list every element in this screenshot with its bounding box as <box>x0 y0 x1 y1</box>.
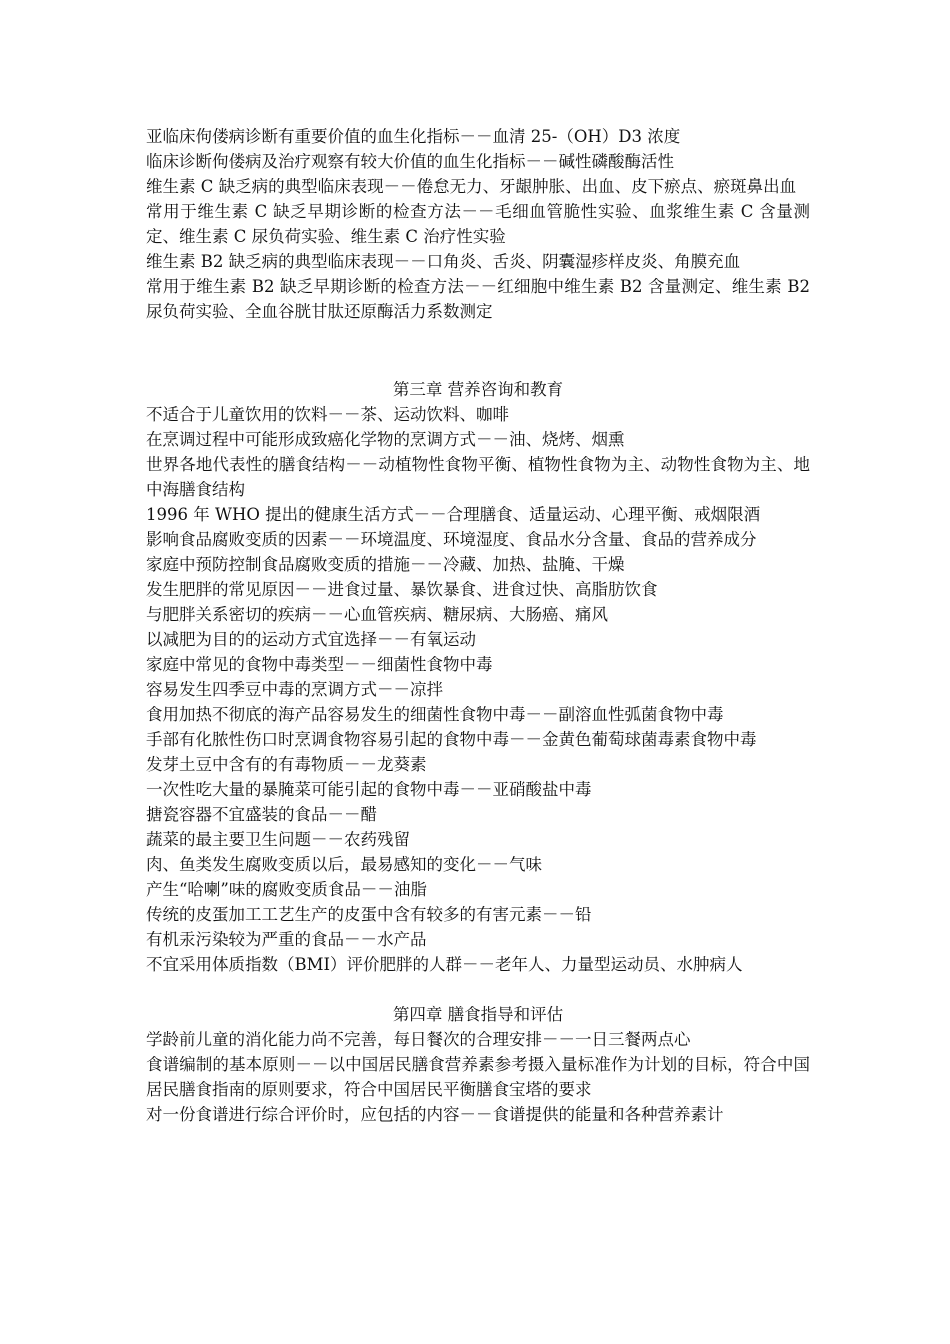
text-line: 传统的皮蛋加工工艺生产的皮蛋中含有较多的有害元素－－铅 <box>146 905 592 924</box>
text-line: 亚临床佝偻病诊断有重要价值的血生化指标－－血清 25-（OH）D3 浓度 <box>146 127 681 146</box>
chapter-title: 第四章 膳食指导和评估 <box>392 1005 564 1024</box>
text-line: 搪瓷容器不宜盛装的食品－－醋 <box>146 805 377 824</box>
text-line: 维生素 B2 缺乏病的典型临床表现－－口角炎、舌炎、阴囊湿疹样皮炎、角膜充血 <box>146 252 741 271</box>
text-line: 以减肥为目的的运动方式宜选择－－有氧运动 <box>146 630 476 649</box>
chapter-4 <box>146 1002 810 1127</box>
text-line: 1996 年 WHO 提出的健康生活方式－－合理膳食、适量运动、心理平衡、戒烟限酒 <box>146 505 761 524</box>
text-line: 影响食品腐败变质的因素－－环境温度、环境湿度、食品水分含量、食品的营养成分 <box>146 530 757 549</box>
text-line: 不宜采用体质指数（BMI）评价肥胖的人群－－老年人、力量型运动员、水肿病人 <box>146 955 743 974</box>
document-page <box>146 124 810 1127</box>
text-line: 食用加热不彻底的海产品容易发生的细菌性食物中毒－－副溶血性弧菌食物中毒 <box>146 705 724 724</box>
chapter-3 <box>146 377 810 977</box>
text-line: 家庭中预防控制食品腐败变质的措施－－冷藏、加热、盐腌、干燥 <box>146 555 625 574</box>
text-line: 蔬菜的最主要卫生问题－－农药残留 <box>146 830 410 849</box>
text-line: 手部有化脓性伤口时烹调食物容易引起的食物中毒－－金黄色葡萄球菌毒素食物中毒 <box>146 730 757 749</box>
text-line: 发生肥胖的常见原因－－进食过量、暴饮暴食、进食过快、高脂肪饮食 <box>146 580 658 599</box>
text-line: 常用于维生素 C 缺乏早期诊断的检查方法－－毛细血管脆性实验、血浆维生素 C 含量测定、维生素 C 尿负荷实验、维生素 C 治疗性实验 <box>146 202 810 246</box>
text-line: 临床诊断佝偻病及治疗观察有较大价值的血生化指标－－碱性磷酸酶活性 <box>146 152 674 171</box>
text-line: 维生素 C 缺乏病的典型临床表现－－倦怠无力、牙龈肿胀、出血、皮下瘀点、瘀斑鼻出血 <box>146 177 797 196</box>
text-line: 发芽土豆中含有的有毒物质－－龙葵素 <box>146 755 427 774</box>
text-line: 世界各地代表性的膳食结构－－动植物性食物平衡、植物性食物为主、动物性食物为主、地中海膳食结构 <box>146 455 810 499</box>
text-line: 对一份食谱进行综合评价时，应包括的内容－－食谱提供的能量和各种营养素计 <box>146 1105 724 1124</box>
text-line: 与肥胖关系密切的疾病－－心血管疾病、糖尿病、大肠癌、痛风 <box>146 605 608 624</box>
text-line: 常用于维生素 B2 缺乏早期诊断的检查方法－－红细胞中维生素 B2 含量测定、维生素 B2 尿负荷实验、全血谷胱甘肽还原酶活力系数测定 <box>146 277 810 321</box>
text-line: 家庭中常见的食物中毒类型－－细菌性食物中毒 <box>146 655 493 674</box>
text-line: 容易发生四季豆中毒的烹调方式－－凉拌 <box>146 680 443 699</box>
chapter-title: 第三章 营养咨询和教育 <box>392 380 564 399</box>
text-line: 一次性吃大量的暴腌菜可能引起的食物中毒－－亚硝酸盐中毒 <box>146 780 592 799</box>
section-vitamin-diagnosis <box>146 124 810 324</box>
text-line: 学龄前儿童的消化能力尚不完善，每日餐次的合理安排－－一日三餐两点心 <box>146 1030 691 1049</box>
text-line: 在烹调过程中可能形成致癌化学物的烹调方式－－油、烧烤、烟熏 <box>146 430 625 449</box>
text-line: 肉、鱼类发生腐败变质以后，最易感知的变化－－气味 <box>146 855 542 874</box>
text-line: 有机汞污染较为严重的食品－－水产品 <box>146 930 427 949</box>
text-line: 食谱编制的基本原则－－以中国居民膳食营养素参考摄入量标准作为计划的目标，符合中国居民膳食指南的原则要求，符合中国居民平衡膳食宝塔的要求 <box>146 1055 810 1099</box>
text-line: 产生“哈喇”味的腐败变质食品－－油脂 <box>146 880 427 899</box>
text-line: 不适合于儿童饮用的饮料－－茶、运动饮料、咖啡 <box>146 405 509 424</box>
